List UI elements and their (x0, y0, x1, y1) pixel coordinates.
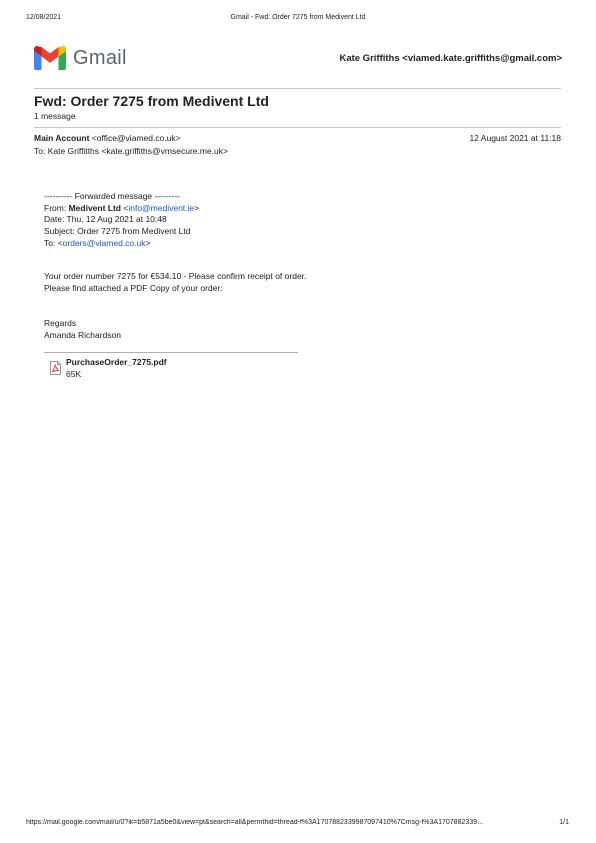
message-date: 12 August 2021 at 11:18 (469, 133, 561, 143)
pdf-file-icon (50, 361, 61, 375)
message-recipient: To: Kate Griffitths <kate.griffiths@vmsecure.me.uk> (34, 146, 228, 156)
body-line-2: Please find attached a PDF Copy of your order: (44, 282, 223, 293)
print-date: 12/08/2021 (26, 14, 62, 21)
body-line-1: Your order number 7275 for €534.10 - Please confirm receipt of order. (44, 271, 307, 281)
attachment-item[interactable] (50, 357, 167, 380)
account-user: Kate Griffiths <viamed.kate.griffiths@gmail.com> (339, 53, 562, 64)
gmail-wordmark: Gmail (73, 46, 127, 69)
message-count: 1 message (34, 111, 76, 121)
forward-from-name: Medivent Ltd (68, 202, 121, 213)
forward-from-bracket-open: < (123, 202, 129, 213)
forward-to (44, 238, 199, 250)
message-sender (34, 133, 181, 143)
forward-from-label: From: (44, 202, 67, 213)
forward-subject: Subject: Order 7275 from Medivent Ltd (44, 226, 191, 237)
signature-name: Amanda Richardson (44, 329, 122, 340)
forward-separator: ---------- Forwarded message --------- (44, 191, 180, 201)
attachment-divider (44, 352, 298, 353)
message-body (44, 271, 306, 294)
forward-from-email-link[interactable]: info@medivent.ie (128, 202, 195, 213)
sender-email: <office@viamed.co.uk> (91, 133, 181, 143)
signature (44, 318, 121, 341)
forward-to-label: To: < (44, 237, 63, 248)
forwarded-header (44, 191, 199, 250)
print-footer-url: https://mail.google.com/mail/u/0?ik=b5871a5be0&view=pt&search=all&permthid=thread-f%3A1707882339987097410%7Cmsg-f%3A1707882339… (26, 819, 485, 826)
thread-subject: Fwd: Order 7275 from Medivent Ltd (34, 93, 269, 109)
forward-date: Date: Thu, 12 Aug 2021 at 10:48 (44, 214, 167, 225)
forward-to-bracket-close: > (145, 237, 151, 248)
attachment-filename[interactable]: PurchaseOrder_7275.pdf (66, 357, 167, 367)
sender-name: Main Account (34, 133, 90, 143)
header-divider (34, 88, 561, 89)
gmail-m-icon (34, 46, 66, 70)
forward-from-bracket-close: > (194, 202, 200, 213)
print-page-title: Gmail - Fwd: Order 7275 from Medivent Ltd (230, 14, 366, 21)
forward-to-email-link[interactable]: orders@viamed.co.uk (62, 237, 146, 248)
print-page-number: 1/1 (559, 819, 569, 826)
forward-from (44, 203, 199, 215)
thread-divider (34, 127, 561, 128)
signature-closing: Regards (44, 318, 77, 328)
gmail-logo (34, 46, 127, 70)
attachment-size: 65K (66, 368, 82, 379)
